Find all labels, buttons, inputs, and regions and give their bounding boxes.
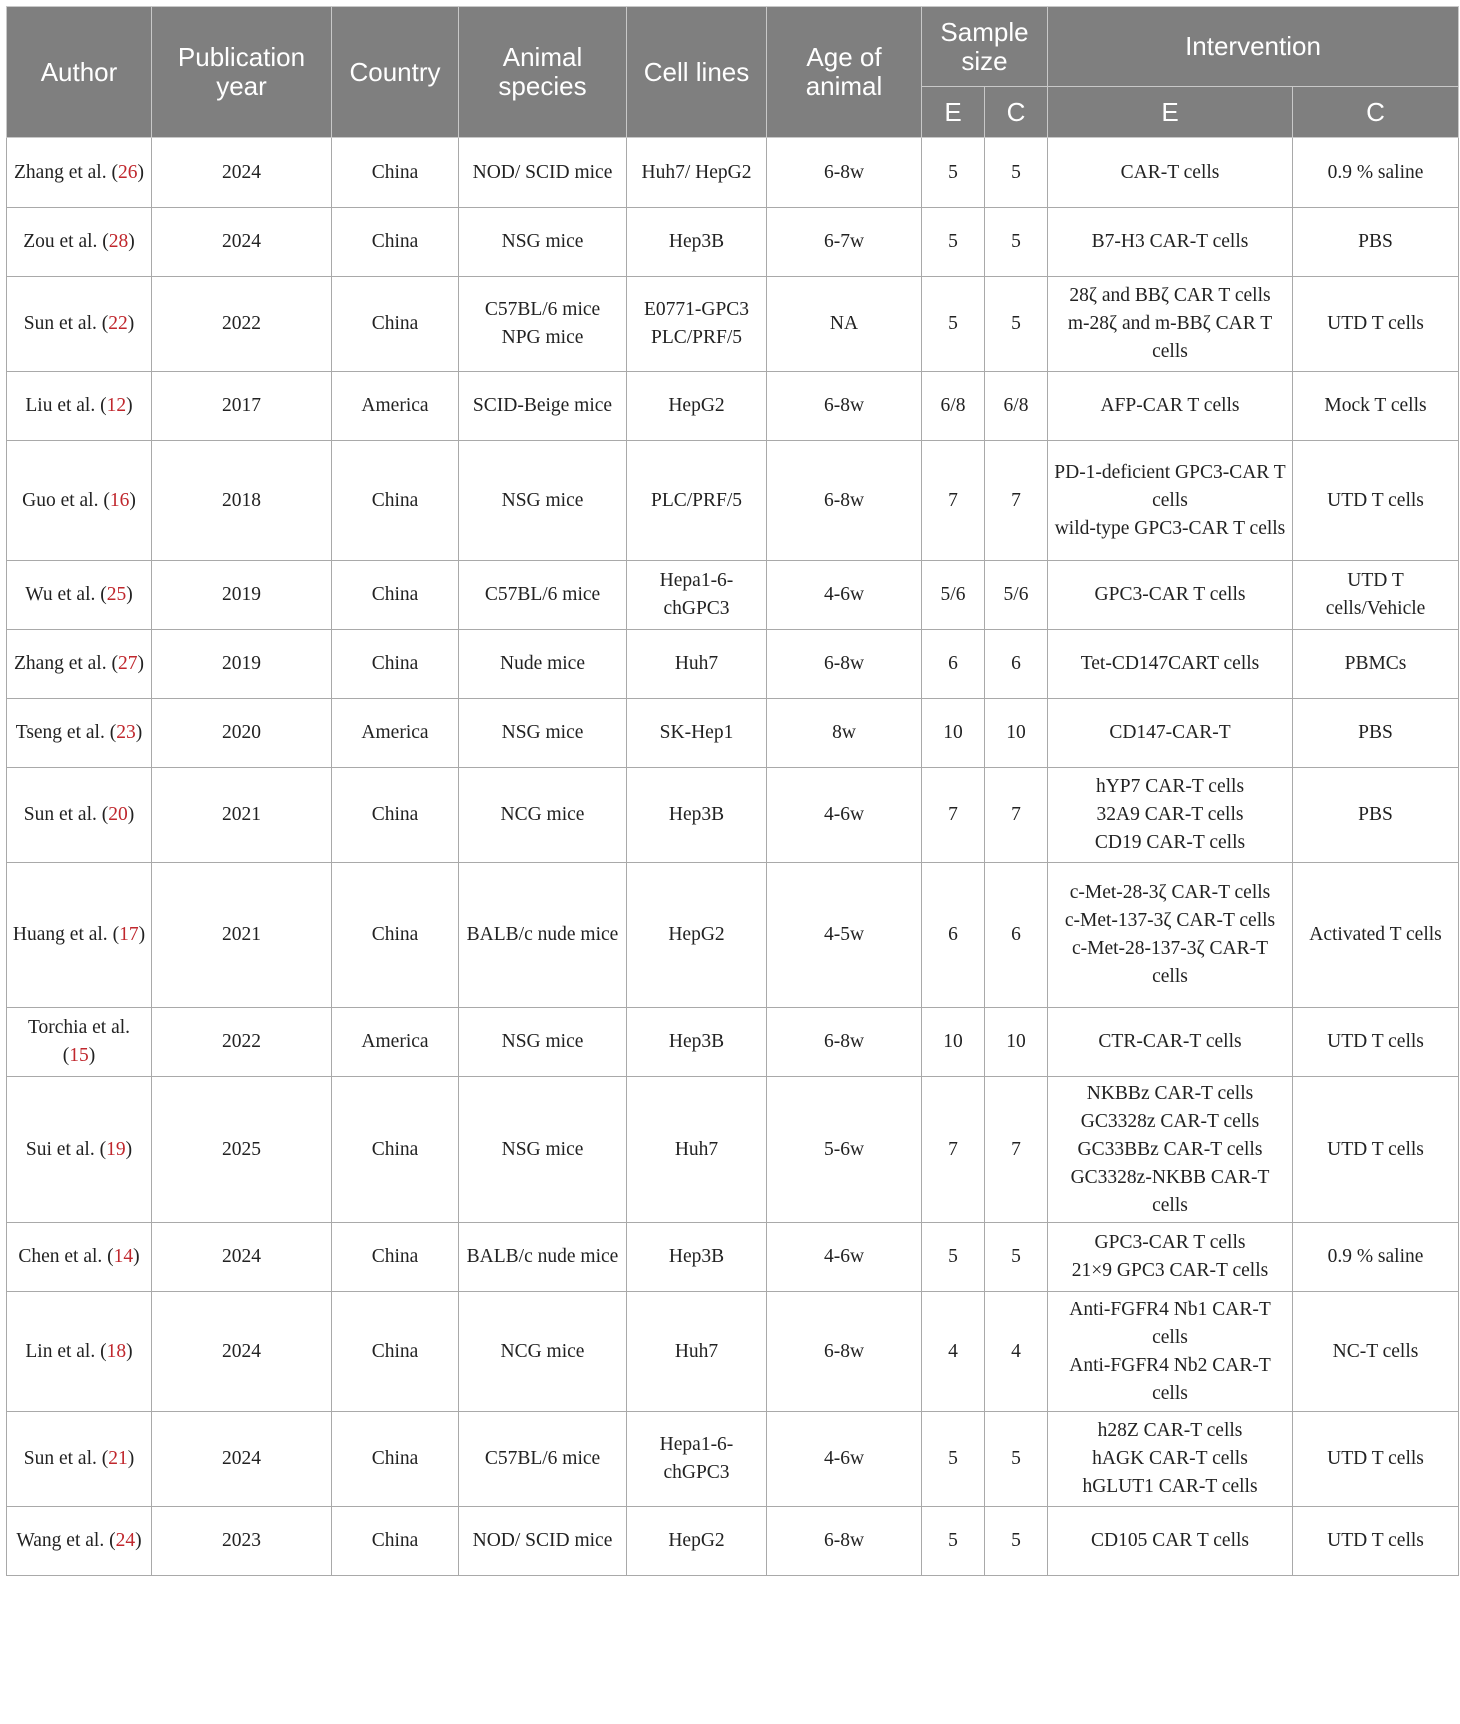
cell-sample-e: 5 xyxy=(922,1507,985,1576)
header-sample-size: Sample size xyxy=(922,7,1048,87)
header-author: Author xyxy=(7,7,152,138)
cell-year: 2019 xyxy=(152,630,332,699)
author-name: Wang et al. xyxy=(16,1530,105,1551)
cell-author: Liu et al. (12) xyxy=(7,372,152,441)
reference-number: 24 xyxy=(115,1530,136,1551)
cell-intervention-e: Tet-CD147CART cells xyxy=(1048,630,1293,699)
header-cell-lines: Cell lines xyxy=(627,7,767,138)
cell-country: China xyxy=(332,1223,459,1292)
cell-intervention-c: Mock T cells xyxy=(1293,372,1459,441)
cell-age: 8w xyxy=(767,699,922,768)
cell-animal-species: Nude mice xyxy=(459,630,627,699)
cell-country: China xyxy=(332,768,459,863)
cell-sample-e: 7 xyxy=(922,768,985,863)
cell-year: 2019 xyxy=(152,561,332,630)
header-animal-species: Animal species xyxy=(459,7,627,138)
author-name: Lin et al. xyxy=(25,1340,96,1362)
reference-number: 19 xyxy=(106,1138,126,1160)
cell-country: China xyxy=(332,277,459,372)
author-name: Liu et al. xyxy=(25,395,96,416)
reference-number: 12 xyxy=(106,395,127,416)
cell-cell-lines: Huh7/ HepG2 xyxy=(627,138,767,208)
table-row xyxy=(7,1008,1459,1077)
cell-age: 4-6w xyxy=(767,768,922,863)
cell-age: 6-8w xyxy=(767,1507,922,1576)
table-row xyxy=(7,1077,1459,1223)
header-age-of-animal: Age of animal xyxy=(767,7,922,138)
cell-sample-e: 6 xyxy=(922,630,985,699)
cell-year: 2024 xyxy=(152,1292,332,1412)
table-row xyxy=(7,863,1459,1008)
cell-country: China xyxy=(332,561,459,630)
cell-sample-e: 5 xyxy=(922,1412,985,1507)
author-name: Sun et al. xyxy=(23,804,97,825)
cell-cell-lines: PLC/PRF/5 xyxy=(627,441,767,561)
cell-animal-species: NSG mice xyxy=(459,1077,627,1223)
cell-age: 6-8w xyxy=(767,441,922,561)
cell-intervention-e: h28Z CAR-T cells hAGK CAR-T cells hGLUT1 CAR-T cells xyxy=(1048,1412,1293,1507)
author-name: Sun et al. xyxy=(23,1448,97,1469)
cell-intervention-c: PBS xyxy=(1293,768,1459,863)
cell-age: 6-7w xyxy=(767,208,922,277)
table-row xyxy=(7,699,1459,768)
cell-animal-species: C57BL/6 mice NPG mice xyxy=(459,277,627,372)
table-row xyxy=(7,1507,1459,1576)
cell-cell-lines: Hep3B xyxy=(627,1223,767,1292)
cell-sample-c: 10 xyxy=(985,1008,1048,1077)
cell-author: Wu et al. (25) xyxy=(7,561,152,630)
reference-number: 15 xyxy=(69,1045,89,1066)
cell-year: 2021 xyxy=(152,863,332,1008)
cell-intervention-e: NKBBz CAR-T cells GC3328z CAR-T cells GC33BBz CAR-T cells GC3328z-NKBB CAR-T cells xyxy=(1048,1077,1293,1223)
cell-sample-c: 5 xyxy=(985,1412,1048,1507)
cell-sample-c: 5 xyxy=(985,138,1048,208)
cell-sample-e: 5 xyxy=(922,1223,985,1292)
table-row xyxy=(7,372,1459,441)
cell-animal-species: NSG mice xyxy=(459,1008,627,1077)
reference-number: 20 xyxy=(108,804,128,825)
cell-intervention-e: c-Met-28-3ζ CAR-T cells c-Met-137-3ζ CAR-T cells c-Met-28-137-3ζ CAR-T cells xyxy=(1048,863,1293,1008)
author-name: Sui et al. xyxy=(25,1138,95,1160)
table-container xyxy=(6,6,1458,1576)
cell-animal-species: NCG mice xyxy=(459,768,627,863)
cell-age: 6-8w xyxy=(767,138,922,208)
author-name: Zou et al. xyxy=(23,231,98,252)
cell-age: 4-6w xyxy=(767,561,922,630)
header-sample-c: C xyxy=(985,87,1048,138)
cell-sample-c: 5 xyxy=(985,1507,1048,1576)
cell-intervention-e: CAR-T cells xyxy=(1048,138,1293,208)
cell-sample-c: 10 xyxy=(985,699,1048,768)
header-intervention-e: E xyxy=(1048,87,1293,138)
reference-number: 28 xyxy=(108,231,129,252)
cell-age: 6-8w xyxy=(767,1292,922,1412)
cell-sample-c: 6/8 xyxy=(985,372,1048,441)
cell-intervention-c: UTD T cells xyxy=(1293,441,1459,561)
cell-year: 2022 xyxy=(152,277,332,372)
cell-sample-c: 5 xyxy=(985,208,1048,277)
cell-animal-species: BALB/c nude mice xyxy=(459,863,627,1008)
table-body xyxy=(7,138,1459,1576)
cell-intervention-e: CD147-CAR-T xyxy=(1048,699,1293,768)
table-row xyxy=(7,1292,1459,1412)
reference-number: 17 xyxy=(119,924,139,945)
reference-number: 22 xyxy=(108,313,128,334)
header-intervention-c: C xyxy=(1293,87,1459,138)
cell-year: 2018 xyxy=(152,441,332,561)
cell-age: 6-8w xyxy=(767,1008,922,1077)
reference-number: 14 xyxy=(113,1246,134,1267)
table-row xyxy=(7,1223,1459,1292)
cell-author: Huang et al. (17) xyxy=(7,863,152,1008)
cell-sample-e: 5 xyxy=(922,138,985,208)
cell-sample-c: 7 xyxy=(985,768,1048,863)
table-row xyxy=(7,138,1459,208)
cell-year: 2020 xyxy=(152,699,332,768)
cell-sample-e: 10 xyxy=(922,1008,985,1077)
cell-author: Wang et al. (24) xyxy=(7,1507,152,1576)
cell-sample-c: 5 xyxy=(985,1223,1048,1292)
cell-cell-lines: Hepa1-6-chGPC3 xyxy=(627,1412,767,1507)
cell-country: China xyxy=(332,1507,459,1576)
reference-number: 18 xyxy=(106,1340,127,1362)
table-row xyxy=(7,561,1459,630)
cell-country: America xyxy=(332,1008,459,1077)
cell-intervention-e: CTR-CAR-T cells xyxy=(1048,1008,1293,1077)
cell-intervention-e: Anti-FGFR4 Nb1 CAR-T cells Anti-FGFR4 Nb2 CAR-T cells xyxy=(1048,1292,1293,1412)
cell-age: 4-5w xyxy=(767,863,922,1008)
cell-intervention-c: PBMCs xyxy=(1293,630,1459,699)
cell-sample-c: 6 xyxy=(985,630,1048,699)
table-row xyxy=(7,208,1459,277)
cell-cell-lines: Huh7 xyxy=(627,1077,767,1223)
cell-author: Zou et al. (28) xyxy=(7,208,152,277)
cell-age: 4-6w xyxy=(767,1223,922,1292)
cell-sample-e: 4 xyxy=(922,1292,985,1412)
cell-sample-c: 7 xyxy=(985,1077,1048,1223)
header-sample-e: E xyxy=(922,87,985,138)
cell-cell-lines: HepG2 xyxy=(627,1507,767,1576)
cell-age: 5-6w xyxy=(767,1077,922,1223)
cell-animal-species: NOD/ SCID mice xyxy=(459,1507,627,1576)
author-name: Tseng et al. xyxy=(15,722,105,743)
cell-country: China xyxy=(332,208,459,277)
cell-country: China xyxy=(332,441,459,561)
author-name: Zhang et al. xyxy=(14,653,107,674)
header-country: Country xyxy=(332,7,459,138)
cell-animal-species: NOD/ SCID mice xyxy=(459,138,627,208)
cell-cell-lines: Hep3B xyxy=(627,208,767,277)
cell-year: 2021 xyxy=(152,768,332,863)
cell-animal-species: NSG mice xyxy=(459,441,627,561)
reference-number: 23 xyxy=(116,722,136,743)
cell-country: China xyxy=(332,630,459,699)
author-name: Guo et al. xyxy=(22,489,99,511)
table-row xyxy=(7,1412,1459,1507)
cell-cell-lines: HepG2 xyxy=(627,372,767,441)
cell-age: NA xyxy=(767,277,922,372)
cell-country: America xyxy=(332,699,459,768)
table-row xyxy=(7,277,1459,372)
cell-sample-e: 6/8 xyxy=(922,372,985,441)
cell-intervention-e: B7-H3 CAR-T cells xyxy=(1048,208,1293,277)
cell-sample-e: 10 xyxy=(922,699,985,768)
reference-number: 27 xyxy=(117,653,138,674)
cell-intervention-e: AFP-CAR T cells xyxy=(1048,372,1293,441)
table-row xyxy=(7,630,1459,699)
cell-country: China xyxy=(332,138,459,208)
cell-author: Tseng et al. (23) xyxy=(7,699,152,768)
cell-country: China xyxy=(332,1077,459,1223)
cell-intervention-c: UTD T cells xyxy=(1293,1077,1459,1223)
cell-intervention-c: UTD T cells xyxy=(1293,1507,1459,1576)
cell-intervention-c: PBS xyxy=(1293,208,1459,277)
table-row xyxy=(7,441,1459,561)
cell-country: China xyxy=(332,1412,459,1507)
study-characteristics-table xyxy=(6,6,1459,1576)
cell-age: 6-8w xyxy=(767,372,922,441)
cell-country: America xyxy=(332,372,459,441)
cell-year: 2022 xyxy=(152,1008,332,1077)
cell-cell-lines: Hepa1-6-chGPC3 xyxy=(627,561,767,630)
cell-cell-lines: Huh7 xyxy=(627,1292,767,1412)
reference-number: 16 xyxy=(109,489,130,511)
cell-sample-c: 7 xyxy=(985,441,1048,561)
cell-age: 6-8w xyxy=(767,630,922,699)
cell-author: Guo et al. (16) xyxy=(7,441,152,561)
cell-cell-lines: Huh7 xyxy=(627,630,767,699)
cell-year: 2024 xyxy=(152,1412,332,1507)
author-name: Wu et al. xyxy=(25,584,96,605)
cell-intervention-e: PD-1-deficient GPC3-CAR T cells wild-type GPC3-CAR T cells xyxy=(1048,441,1293,561)
cell-cell-lines: E0771-GPC3 PLC/PRF/5 xyxy=(627,277,767,372)
cell-author: Sui et al. (19) xyxy=(7,1077,152,1223)
header-publication-year: Publication year xyxy=(152,7,332,138)
cell-intervention-c: UTD T cells xyxy=(1293,1412,1459,1507)
cell-animal-species: C57BL/6 mice xyxy=(459,1412,627,1507)
cell-animal-species: NSG mice xyxy=(459,208,627,277)
cell-animal-species: NSG mice xyxy=(459,699,627,768)
cell-intervention-c: UTD T cells/Vehicle xyxy=(1293,561,1459,630)
cell-intervention-e: 28ζ and BBζ CAR T cells m-28ζ and m-BBζ CAR T cells xyxy=(1048,277,1293,372)
cell-sample-e: 5 xyxy=(922,208,985,277)
cell-sample-c: 5/6 xyxy=(985,561,1048,630)
header-intervention: Intervention xyxy=(1048,7,1459,87)
cell-intervention-e: GPC3-CAR T cells 21×9 GPC3 CAR-T cells xyxy=(1048,1223,1293,1292)
author-name: Huang et al. xyxy=(12,924,108,945)
reference-number: 25 xyxy=(106,584,127,605)
author-name: Sun et al. xyxy=(23,313,97,334)
author-name: Zhang et al. xyxy=(14,161,107,183)
cell-year: 2023 xyxy=(152,1507,332,1576)
cell-cell-lines: SK-Hep1 xyxy=(627,699,767,768)
cell-author: Zhang et al. (26) xyxy=(7,138,152,208)
author-name: Chen et al. xyxy=(18,1246,103,1267)
cell-intervention-c: 0.9 % saline xyxy=(1293,138,1459,208)
cell-year: 2024 xyxy=(152,138,332,208)
cell-sample-e: 5 xyxy=(922,277,985,372)
cell-author: Lin et al. (18) xyxy=(7,1292,152,1412)
cell-sample-e: 7 xyxy=(922,1077,985,1223)
cell-intervention-c: UTD T cells xyxy=(1293,1008,1459,1077)
cell-intervention-e: hYP7 CAR-T cells 32A9 CAR-T cells CD19 CAR-T cells xyxy=(1048,768,1293,863)
table-row xyxy=(7,768,1459,863)
cell-animal-species: C57BL/6 mice xyxy=(459,561,627,630)
cell-age: 4-6w xyxy=(767,1412,922,1507)
cell-year: 2017 xyxy=(152,372,332,441)
cell-sample-e: 7 xyxy=(922,441,985,561)
cell-cell-lines: HepG2 xyxy=(627,863,767,1008)
cell-sample-e: 5/6 xyxy=(922,561,985,630)
cell-sample-c: 4 xyxy=(985,1292,1048,1412)
cell-author: Sun et al. (22) xyxy=(7,277,152,372)
cell-sample-c: 5 xyxy=(985,277,1048,372)
cell-intervention-c: UTD T cells xyxy=(1293,277,1459,372)
cell-animal-species: SCID-Beige mice xyxy=(459,372,627,441)
cell-author: Chen et al. (14) xyxy=(7,1223,152,1292)
reference-number: 21 xyxy=(108,1448,128,1469)
cell-intervention-e: CD105 CAR T cells xyxy=(1048,1507,1293,1576)
cell-country: China xyxy=(332,863,459,1008)
cell-animal-species: BALB/c nude mice xyxy=(459,1223,627,1292)
cell-intervention-c: Activated T cells xyxy=(1293,863,1459,1008)
cell-year: 2024 xyxy=(152,208,332,277)
cell-author: Sun et al. (21) xyxy=(7,1412,152,1507)
cell-year: 2024 xyxy=(152,1223,332,1292)
cell-sample-e: 6 xyxy=(922,863,985,1008)
cell-author: Torchia et al. (15) xyxy=(7,1008,152,1077)
cell-intervention-c: NC-T cells xyxy=(1293,1292,1459,1412)
author-name: Torchia et al. xyxy=(27,1017,131,1038)
cell-animal-species: NCG mice xyxy=(459,1292,627,1412)
cell-intervention-c: PBS xyxy=(1293,699,1459,768)
cell-year: 2025 xyxy=(152,1077,332,1223)
cell-cell-lines: Hep3B xyxy=(627,1008,767,1077)
cell-author: Sun et al. (20) xyxy=(7,768,152,863)
cell-cell-lines: Hep3B xyxy=(627,768,767,863)
reference-number: 26 xyxy=(117,161,138,183)
cell-country: China xyxy=(332,1292,459,1412)
cell-intervention-c: 0.9 % saline xyxy=(1293,1223,1459,1292)
cell-author: Zhang et al. (27) xyxy=(7,630,152,699)
cell-intervention-e: GPC3-CAR T cells xyxy=(1048,561,1293,630)
cell-sample-c: 6 xyxy=(985,863,1048,1008)
